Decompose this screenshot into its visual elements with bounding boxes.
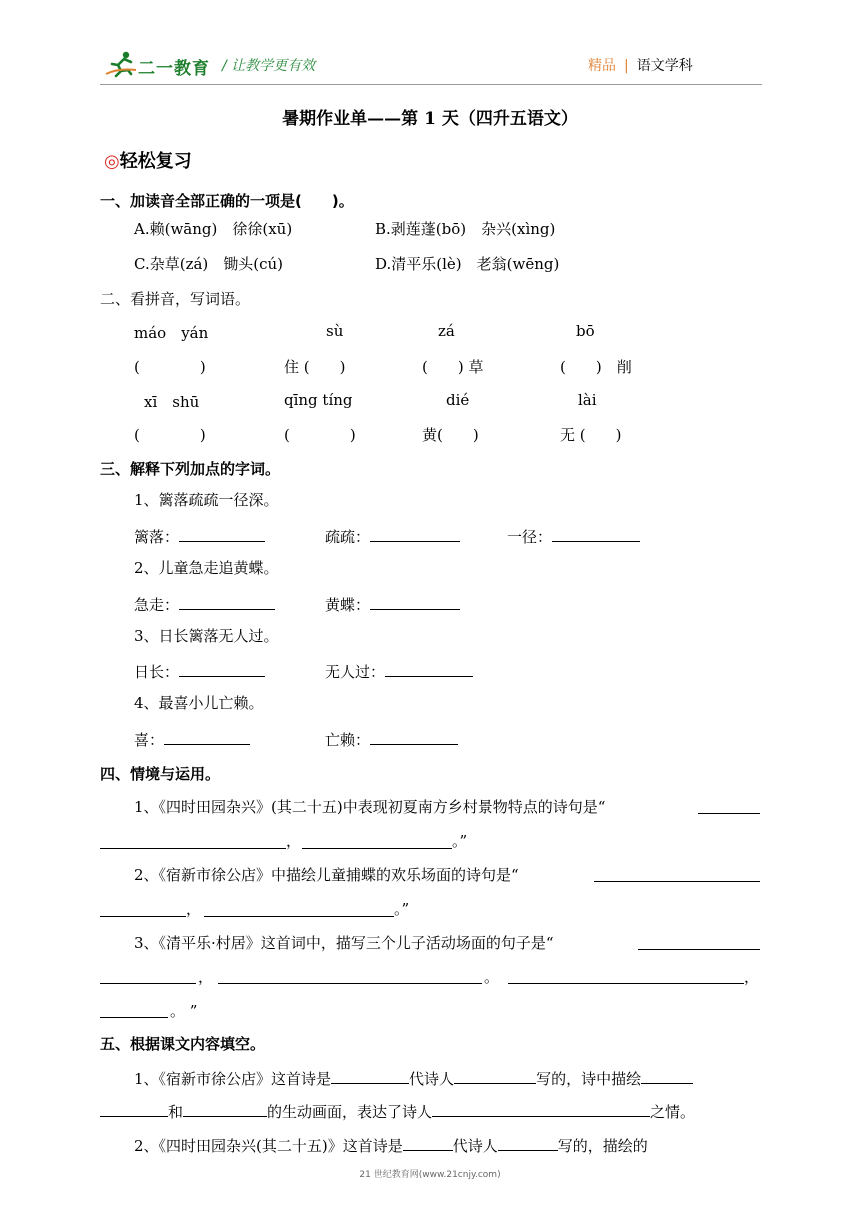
q4-item-3-end: 。 ” [170,1002,198,1020]
answer-box-1[interactable]: ( ) [134,358,206,376]
q3-term-3b [325,661,473,682]
term-label: 日长： [134,663,180,681]
q5-text: 代诗人 [452,1137,498,1155]
quality-label: 精品 [588,58,616,74]
bullet-ring-icon: ◎ [104,151,120,172]
q5-text: 写的，描绘的 [557,1137,648,1155]
answer-blank[interactable] [370,595,460,610]
q5-line-1 [134,1068,693,1089]
q4-item-1: 1、《四时田园杂兴》(其二十五)中表现初夏南方乡村景物特点的诗句是“ [134,798,606,816]
q3-sentence-1: 1、篱落疏疏一径深。 [134,491,279,509]
term-label: 黄蝶： [325,596,371,614]
pinyin-2: sù [326,322,344,340]
q3-term-4b [325,729,458,750]
q3-term-1c [507,526,640,547]
q5-text: 写的，诗中描绘 [536,1070,642,1088]
answer-blank[interactable] [385,662,473,677]
header-divider [100,84,762,85]
answer-blank[interactable] [164,730,250,745]
answer-blank[interactable] [183,1102,267,1117]
answer-box-7[interactable]: 黄( ) [422,426,479,444]
answer-box-5[interactable]: ( ) [134,426,206,444]
answer-box-4[interactable]: ( ) 削 [560,358,632,376]
answer-box-6[interactable]: ( ) [284,426,356,444]
q5-heading: 五、根据课文内容填空。 [100,1035,266,1053]
answer-box-3[interactable]: ( ) 草 [422,358,484,376]
q4-heading: 四、情境与运用。 [100,765,221,783]
q5-text: 代诗人 [409,1070,455,1088]
answer-line[interactable] [508,983,744,984]
q5-text: 的生动画面，表达了诗人 [267,1103,433,1121]
q5-text: 2、《四时田园杂兴(其二十五)》这首诗是 [134,1137,403,1155]
q5-line-3 [134,1135,648,1156]
pinyin-1: máo yán [134,324,209,342]
answer-blank[interactable] [403,1136,453,1151]
answer-line[interactable] [100,848,286,849]
answer-line[interactable] [594,881,760,882]
section-review-heading [104,147,192,173]
pinyin-7: dié [446,391,470,409]
term-label: 无人过： [325,663,386,681]
q4-item-2: 2、《宿新市徐公店》中描绘儿童捕蝶的欢乐场面的诗句是“ [134,866,519,884]
logo-text: 二一教育 [138,59,210,79]
q3-term-3a [134,661,265,682]
answer-line[interactable] [100,983,196,984]
answer-line[interactable] [218,983,482,984]
q2-heading: 二、看拼音，写词语。 [100,290,251,308]
brand-logo [104,50,214,80]
answer-blank[interactable] [641,1069,693,1084]
q4-item-2-comma: ， [186,900,202,918]
term-label: 急走： [134,596,180,614]
q4-item-3-comma2: ， [744,968,760,986]
q5-line-2 [100,1101,695,1122]
answer-box-2[interactable]: 住 ( ) [284,358,346,376]
page-title: 暑期作业单——第 1 天（四升五语文） [282,109,578,129]
answer-blank[interactable] [100,1102,168,1117]
q3-heading: 三、解释下列加点的字词。 [100,460,281,478]
q3-term-1a [134,526,265,547]
q1-option-a: A.赖(wāng) 徐徐(xū) [134,220,293,238]
q4-item-3: 3、《清平乐·村居》这首词中，描写三个儿子活动场面的句子是“ [134,934,554,952]
q1-option-d: D.清平乐(lè) 老翁(wēng) [375,255,560,273]
term-label: 亡赖： [325,731,371,749]
slogan: / 让教学更有效 [222,58,316,74]
q1-option-c: C.杂草(zá) 锄头(cú) [134,255,284,273]
header-separator: | [624,58,629,74]
subject-name: 语文学科 [636,58,693,74]
answer-blank[interactable] [552,527,640,542]
answer-blank[interactable] [370,527,460,542]
q5-text: 之情。 [650,1103,696,1121]
q1-option-b: B.剥莲蓬(bō) 杂兴(xìng) [375,220,556,238]
answer-line[interactable] [100,1017,168,1018]
answer-blank[interactable] [331,1069,409,1084]
answer-blank[interactable] [370,730,458,745]
pinyin-3: zá [438,322,455,340]
answer-blank[interactable] [179,595,275,610]
q5-text: 和 [168,1103,184,1121]
term-label: 篱落： [134,528,180,546]
pinyin-8: lài [578,391,597,409]
term-label: 疏疏： [325,528,371,546]
answer-line[interactable] [204,916,394,917]
q4-item-3-period: 。 [484,968,500,986]
q3-term-1b [325,526,460,547]
answer-box-8[interactable]: 无 ( ) [560,426,622,444]
q3-term-4a [134,729,250,750]
term-label: 一径： [507,528,553,546]
pinyin-5: xī shū [144,393,200,411]
page-footer: 21 世纪教育网(www.21cnjy.com) [359,1170,501,1180]
q3-sentence-4: 4、最喜小儿亡赖。 [134,694,264,712]
answer-blank[interactable] [432,1102,650,1117]
pinyin-6: qīng tíng [284,391,353,409]
answer-blank[interactable] [179,527,265,542]
term-label: 喜： [134,731,165,749]
section-review-label: 轻松复习 [119,151,192,172]
answer-line[interactable] [638,949,760,950]
answer-line[interactable] [302,848,452,849]
pinyin-4: bō [576,322,595,340]
answer-blank[interactable] [454,1069,536,1084]
answer-blank[interactable] [498,1136,558,1151]
page-header [0,0,860,90]
q3-sentence-2: 2、儿童急走追黄蝶。 [134,559,279,577]
q3-term-2b [325,594,460,615]
q1-heading: 一、加读音全部正确的一项是( )。 [100,192,354,210]
answer-line[interactable] [100,916,186,917]
q5-text: 1、《宿新市徐公店》这首诗是 [134,1070,332,1088]
q4-item-1-comma: ， [286,832,302,850]
q4-item-3-comma: ， [198,968,214,986]
q3-sentence-3: 3、日长篱落无人过。 [134,627,279,645]
q3-term-2a [134,594,275,615]
subject-label [588,55,693,75]
q4-item-1-end: 。” [452,832,468,850]
q4-item-2-end: 。” [394,900,410,918]
answer-line[interactable] [698,813,760,814]
answer-blank[interactable] [179,662,265,677]
runner-logo-icon [104,50,138,78]
